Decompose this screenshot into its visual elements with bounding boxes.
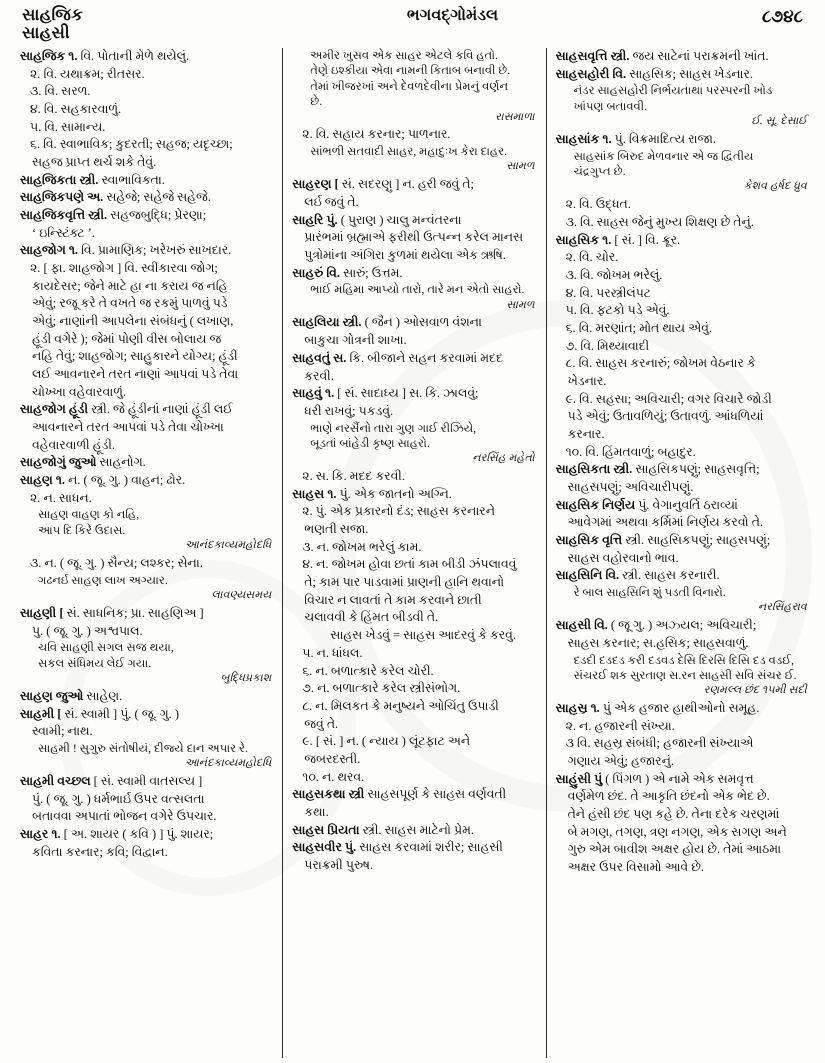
dictionary-continuation-line: પું. ( જૂ. ગુ. ) ધર્મભાર્ઇ ઉપર વત્સલતા (32, 791, 205, 806)
column-2 (282, 48, 546, 1058)
dictionary-headword: સાહમી [ સં. સ્વામી ] પું. ( જૂ. ગુ. ) (20, 706, 179, 721)
dictionary-sense: ૪. ન. જોખમ હોવા છતાં કામ બીડી ઝંપલાવવું (302, 557, 517, 572)
dictionary-continuation-line: આવેગમાં અથવા કર્મિમાં નિર્ણય કરવો તે. (567, 515, 764, 530)
dictionary-continuation-line: ચોખ્ખા વહેવારવાળું. (32, 384, 127, 399)
dictionary-sense: ૩. વિ. સરળ. (30, 84, 91, 99)
dictionary-quotation-line: નંડર સાહસહોરી નિર્ભયતાથા પરસ્પરની ખોડ (573, 84, 773, 98)
dictionary-quotation-line: તેણે ઇશ્કીયા એવા નામની કિતાબ બનાવી છે. (310, 64, 511, 78)
dictionary-quotation-line: સાહસાંક બિરુદ મેળવનાર એ જ દ્વિતીય (573, 149, 754, 163)
dictionary-continuation-line: વિચાર ન લાવતાં તે કામ કરવાને છાતી (304, 592, 482, 607)
dictionary-headword: સાહણ જુઓ સાહેણ. (20, 688, 123, 703)
dictionary-headword: સાહુંસી પું ( પિંગળ ) એ નામે એક સમવૃત્ત (555, 771, 754, 786)
dictionary-headword: સાહસ પ્રિયતા સ્ત્રી. સાહસ માટેનો પ્રેમ. (292, 822, 474, 837)
dictionary-continuation-line: કરનાર. (567, 426, 605, 441)
dictionary-sense: ૨. ન. હજારની સંખ્યા. (565, 718, 675, 733)
dictionary-continuation-line: સહજ પ્રાપ્ત થર્ચ શકે તેવું. (32, 155, 157, 170)
dictionary-headword: સાહજિકતા સ્ત્રી. સ્વાભાવિકતા. (20, 172, 165, 187)
dictionary-quotation-line: સકલ સંધિમય લેઈ ગયા. (38, 656, 152, 670)
dictionary-headword: સાહસહોરી વિ. સાહસિક; સાહસ ખેડનાર. (555, 66, 753, 81)
dictionary-headword: સાહજોગું જુઓ સાહનોગ. (20, 455, 146, 470)
dictionary-continuation-line: કથા. (304, 804, 329, 819)
dictionary-citation-source: બુદ્ધિપ્રકાશ (220, 672, 272, 685)
dictionary-idiom-line: સાહસ ખેડવું = સાહસ આદરવું કે કરવું. (330, 628, 516, 643)
dictionary-sense: ૨. ન. સાધન. (30, 490, 92, 505)
dictionary-continuation-line: ભણતી સજા. (304, 522, 369, 537)
dictionary-quotation-line: સાહમી ! સુગુરુ સંતોષીયં, દીજ્યે દાન અપાર રે. (38, 741, 248, 755)
dictionary-continuation-line: બતાવવા અપાતાં ભોજન વગેરે ઉપચાર. (32, 809, 217, 824)
dictionary-continuation-line: અક્ષર ઉપર વિસામો આવે છે. (567, 860, 704, 875)
dictionary-continuation-line: ગણાય એવું; હજારનું. (567, 754, 674, 769)
column-container (0, 48, 825, 1058)
dictionary-continuation-line: ‘ ઇન્સ્ટિંક્ટ ’. (32, 225, 95, 240)
dictionary-headword: સાહજોગ હૂંડી સ્ત્રી. જે હૂંડીનાં નાણાં હૂંડી લઈ (20, 402, 233, 417)
page-header (0, 0, 825, 48)
dictionary-continuation-line: સાહસ કરનાર; સ.હસિક; સાહસવાળું. (567, 635, 749, 650)
dictionary-continuation-line: કાયદેસર; જેને માટે હા ના કરાય જ નહિ (32, 278, 228, 293)
dictionary-continuation-line: જબરદસ્તી. (304, 751, 361, 766)
dictionary-sense: ૫. ન. ધાંધલ. (302, 645, 363, 660)
dictionary-sense: ૪. વિ. સહકારવાળું. (30, 102, 122, 117)
dictionary-headword: સાહજિકપણે અ. સહેજે; સહેજે સહેજે. (20, 190, 211, 205)
dictionary-quotation-line: ચંદ્રગુપ્ત છે. (573, 165, 626, 179)
dictionary-citation-source: કેશવ હર્ષદ ધ્રુવ (743, 180, 807, 193)
dictionary-citation-source: નરસિંહ મહેતો (472, 452, 535, 465)
dictionary-headword: સાહર ૧. [ અ. શાયર ( કવિ ) ] પું. શાયર; (20, 827, 214, 842)
dictionary-quotation-line: ચવિ સાહણી સગલ સજ થયા, (38, 641, 174, 655)
dictionary-headword: સાહસવીર પું. સાહસ કરવામાં શરીર; સાહસી (292, 840, 503, 855)
dictionary-sense: ૯. [ સં. ] ન. ( ન્યાય ) લૂંટફાટ અને (302, 734, 471, 749)
dictionary-continuation-line: લઈ આવનારને તરત નાણાં આપવાં પડે તેવા (32, 367, 239, 382)
dictionary-citation-source: ઈ. સૂ. દેસાઈ (751, 115, 807, 128)
dictionary-citation-source: નરસિંહરાવ (757, 601, 807, 614)
dictionary-continuation-line: પડે એવું; ઉતાવળિયું; ઉતાવળું. આંધળિયાં (567, 409, 764, 424)
dictionary-sense: ૭. વિ. મિથ્યાવાદી (565, 338, 650, 353)
dictionary-sense: ૬. વિ. મરણાંત; મોત થાય એવું. (565, 320, 713, 335)
dictionary-continuation-line: પુ. ( જૂ. ગુ. ) અશ્વપાલ. (32, 623, 143, 638)
dictionary-continuation-line: નહિ તેવું; શાહજોગ; સાહુકારને યોગ્ય; હૂંડી (32, 349, 238, 364)
dictionary-continuation-line: ગુરુ એમ બાવીશ અક્ષર હોય છે. તેમાં આઠમા (567, 842, 781, 857)
column-1 (18, 48, 282, 1058)
guide-word-top: સાહજિક (22, 5, 83, 24)
dictionary-headword: સાહરું વિ. સારું; ઉત્તમ. (292, 265, 403, 280)
dictionary-headword: સાહલિયા સ્ત્રી. ( જૈન ) ઓસવાળ વંશના (292, 315, 482, 330)
guide-word-bottom: સાહસી (22, 23, 70, 43)
dictionary-sense: ૨. સ. કિ. મદદ કરવી. (302, 469, 405, 484)
dictionary-sense: ૬. વિ. સ્વાભાવિક; કુદરતી; સહજ; યદૃચ્છા; (30, 137, 233, 152)
dictionary-quotation-line: સાંભળી સતવાદી સાહર, મહાદુઃખ કેરા દાહર. (310, 145, 508, 159)
dictionary-continuation-line: સાહસ વહોરવાનો ભાવ. (567, 550, 679, 565)
dictionary-sense: ૫. વિ. સામાન્ય. (30, 119, 106, 134)
dictionary-headword: સાહમી વચ્છલ [ સં. સ્વામી વાતસલ્ય ] (20, 774, 203, 789)
dictionary-continuation-line: તે; કામ પાર પાડવામાં પ્રાણની હાનિ થવાનો (304, 575, 505, 590)
dictionary-continuation-line: વહેવારવાળી હૂંડી. (32, 437, 116, 452)
dictionary-quotation-line: ભાઈ મહિમા આપ્યો તારો, તારે મન એતો સાહરો. (310, 283, 525, 297)
dictionary-quotation-line: આપ દિ કિરે ઉદાસ. (38, 523, 126, 537)
dictionary-headword: સાહણ ૧. ન. ( જૂ. ગુ. ) વાહન; ઢોર. (20, 473, 186, 488)
dictionary-sense: ૬. ન. બળાત્કારે કરેલ ચોરી. (302, 663, 434, 678)
dictionary-headword: સાહસિક નિર્ણય પું. વેગાનુવર્તિ ઠરાવ્યાં (555, 497, 738, 512)
book-title: ભગવદ્ગોમંડલ (406, 7, 499, 24)
dictionary-headword: સાહસ ૧. પું. એક જાતનો અગ્નિ. (292, 486, 452, 501)
dictionary-quotation-line: સાહણ વાહણ કો નહિ, (38, 508, 140, 522)
dictionary-continuation-line: હૂંડી વગેરે ); જેમાં પોણી વીસ બોલાય જ (32, 331, 222, 346)
dictionary-quotation-line: ખાંપણ બતાવવી. (573, 99, 647, 113)
dictionary-continuation-line: પુત્રોમાંના અંગિરા કુળમાં થયેલા એક ઋષિ. (304, 247, 506, 262)
dictionary-citation-source: સામળ (506, 160, 535, 173)
guide-words (22, 6, 222, 43)
dictionary-headword: સાહસી વિ. ( જૂ ગુ. ) અઝ્યલ; અવિચારી; (555, 618, 757, 633)
dictionary-continuation-line: જવું તે. (304, 716, 339, 731)
dictionary-continuation-line: સાહસપણું; અવિચારીપણું. (567, 479, 694, 494)
dictionary-headword: સાહજિક ૧. વિ. પોતાની મેળે થયેલું. (20, 49, 190, 63)
dictionary-headword: સાહસિનિ વિ. સ્ત્રી. સાહસ કરનારી. (555, 568, 720, 583)
dictionary-sense: ૫. વિ. ફટકો પડે એવું. (565, 303, 670, 318)
dictionary-continuation-line: પરાક્રમી પુરુષ. (304, 857, 374, 872)
dictionary-continuation-line: બે મગણ, તગણ, ત્રણ નગણ, એક સગણ અને (567, 824, 787, 839)
dictionary-continuation-line: પ્રારંભમાં બ્રહ્માએ ફરીથી ઉત્પન્ન કરેલ માનસ (304, 230, 524, 245)
dictionary-headword: સાહણી [ સં. સાધનિક; પ્રા. સાહણિઅ ] (20, 605, 204, 620)
dictionary-headword: સાહસિકતા સ્ત્રી. સાહસિકપણું; સાહસવૃત્તિ; (555, 462, 760, 477)
column-3 (547, 48, 811, 1058)
dictionary-quotation-line: બૂડતાં બાંહેડી કૃષ્ણ સાહરો. (310, 436, 430, 450)
dictionary-headword: સાહસિક ૧. [ સં. ] વિ. ક્રૂર. (555, 232, 681, 247)
dictionary-headword: સાહસિક વૃત્તિ સ્ત્રી. સાહસિકપણું; સાહસપણું; (555, 532, 771, 547)
dictionary-headword: સાહસાંક ૧. પું. વિક્રમાદિત્ય રાજા. (555, 131, 716, 146)
dictionary-quotation-line: ભાણે નરસૈંનો તારા ગુણ ગાઈ રીઝિયે, (310, 421, 477, 435)
dictionary-continuation-line: આવનારને તરત આપવાં પડે તેવા ચોખ્ખા (32, 420, 224, 435)
dictionary-sense: ૧૦. વિ. હિંમતવાળું; બહાદુર. (565, 444, 696, 459)
dictionary-sense: ૨. પું. એક પ્રકારનો દંડ; સાહસ કરનારને (302, 504, 495, 519)
dictionary-continuation-line: કવિતા કરનાર; કવિ; વિદ્વાન. (32, 844, 168, 859)
page-number: ૮૭૪૮ (761, 7, 803, 26)
dictionary-sense: ૨. વિ. ચોર. (565, 250, 619, 265)
dictionary-headword: સાહરિ પું. ( પુરાણ ) ચાલુ મન્વંતરના (292, 212, 462, 227)
dictionary-quotation-line: છે. (310, 95, 323, 109)
dictionary-sense: ૩. ન. ( જૂ. ગુ. ) સૈન્ય; લશ્કર; સેના. (30, 556, 203, 571)
dictionary-sense: ૨. વિ. સહાય કરનાર; પાળનાર. (302, 127, 451, 142)
dictionary-sense: ૨. વિ. યથાક્રમ; રીતસર. (30, 66, 145, 81)
dictionary-sense: ૧૦. ન. થરવ. (302, 769, 365, 784)
dictionary-citation-source: લાવણ્યસમય (211, 589, 272, 602)
dictionary-headword: સાહસવૃત્તિ સ્ત્રી. જય સાટેનાં પરાક્રમની ખાંત. (555, 49, 769, 63)
dictionary-headword: સાહરણ [ સં. સદરણુ ] ન. હરી જવું તે; (292, 177, 474, 192)
dictionary-continuation-line: સ્વામી; નાથ. (32, 724, 93, 739)
dictionary-quotation-line: તેમાં ખીજરખાં અને દેવળદેવીના પ્રેમનું વર્ણન (310, 79, 509, 93)
dictionary-citation-source: રણમલ્લ છંદ ૧૫મી સદી (703, 684, 807, 697)
dictionary-headword: સાહસ્ર ૧. પું એક હજાર હાથીઓનો સમૂહ. (555, 701, 760, 716)
dictionary-continuation-line: બાકુચા ગોત્રની શાખા. (304, 333, 407, 348)
dictionary-continuation-line: ધરી રાખવું; પકડવું. (304, 403, 394, 418)
dictionary-quotation-line: દડદી દડદડ કરી દડવડ દેસિ દિરસિ દિસિ દડ વડઈ, (573, 653, 795, 667)
dictionary-citation-source: સામળ (506, 298, 535, 311)
dictionary-continuation-line: વર્ણમેળ છંદ. તે આકૃતિ છંદનો એક ભેદ છે. (567, 789, 770, 804)
dictionary-sense: ૮. વિ. સાહસ કરનારું; જોખમ વેઠનાર કે (565, 356, 756, 371)
dictionary-continuation-line: તેને હંસી છંદ પણ કહે છે. તેના દરેક ચરણમાં (567, 807, 780, 822)
dictionary-sense: ૮. ન. મિલકત કે મનુષ્યને ઓચિંતુ ઉપાડી (302, 698, 499, 713)
dictionary-continuation-line: એવું; રજૂ કરે તે વખતે જ રકમું પાળવું પડે (32, 296, 228, 311)
dictionary-citation-source: રાસમાળા (495, 110, 535, 123)
dictionary-headword: સાહજોગ ૧. વિ. પ્રામાણિક; ખરેખરું સાખદાર. (20, 243, 232, 258)
dictionary-sense: ૩. વિ. જોખમ ભરેલું. (565, 267, 663, 282)
dictionary-sense: ૪. વિ. પરસ્ત્રીલંપટ (565, 285, 652, 300)
dictionary-headword: સાહવું ૧. [ સં. સાદાધ્ય ] સ. કિ. ઝાલવું; (292, 386, 479, 401)
dictionary-sense: ૩. વિ. સાહસ જેનું મુખ્ય શિક્ષણ છે તેનું. (565, 214, 754, 229)
dictionary-continuation-line: કરવી. (304, 368, 334, 383)
dictionary-continuation-line: લર્ઇ જવું તે. (304, 194, 359, 209)
dictionary-citation-source: આનંદકાવ્યમહોદધિ (184, 757, 272, 770)
dictionary-sense: ૨. વિ. ઉદ્ધત. (565, 197, 631, 212)
dictionary-sense: ૯. વિ. સહસા; અવિચારી; વગર વિચારે જોડી (565, 391, 772, 406)
dictionary-continuation-line: ખેડનાર. (567, 373, 607, 388)
dictionary-quotation-line: અમીર ખુસવ એક સાહર એટલે કવિ હતો. (310, 49, 498, 62)
dictionary-continuation-line: ચલાવવી કે હિંમત બીડવી તે. (304, 610, 439, 625)
dictionary-headword: સાહસકથા સ્ત્રી સાહસપૂર્ણ કે સાહસ વર્ણવતી (292, 787, 507, 802)
dictionary-headword: સાહજિકવૃત્તિ સ્ત્રી. સહજબુદ્ધિ; પ્રેરણા; (20, 208, 207, 223)
dictionary-sense: ૩. ન. જોખમ ભરેલું કામ. (302, 539, 422, 554)
dictionary-quotation-line: રે બાલ સાહસિનિ શું પડતી વિનારો. (573, 585, 726, 599)
dictionary-sense: ૭. ન. બળાત્કારે કરેલ સ્ત્રીસંભોગ. (302, 681, 461, 696)
dictionary-sense: ૨. [ ફા. શાહજોગ ] વિ. સ્વીકારવા જોગ; (30, 261, 218, 276)
dictionary-headword: સાહવતું સ. કિ. બીજાને સહન કરવામાં મદદ (292, 350, 503, 365)
dictionary-continuation-line: એવું; નાણાંની આપલેના સંબંધનું ( લખાણ, (32, 314, 234, 329)
dictionary-citation-source: આનંદકાવ્યમહોદધિ (184, 539, 272, 552)
dictionary-quotation-line: ગઢનર્ઇ સાહણ લાખ અગ્યાર. (38, 573, 168, 587)
dictionary-quotation-line: સંચરઈ શક સુરતાણ સ.રન સાહસી સવિ સંચર ઈ. (573, 668, 797, 682)
dictionary-sense: ૩ વિ. સહસ્ર સંબંધી; હજારની સંખ્યાએ (565, 736, 754, 751)
